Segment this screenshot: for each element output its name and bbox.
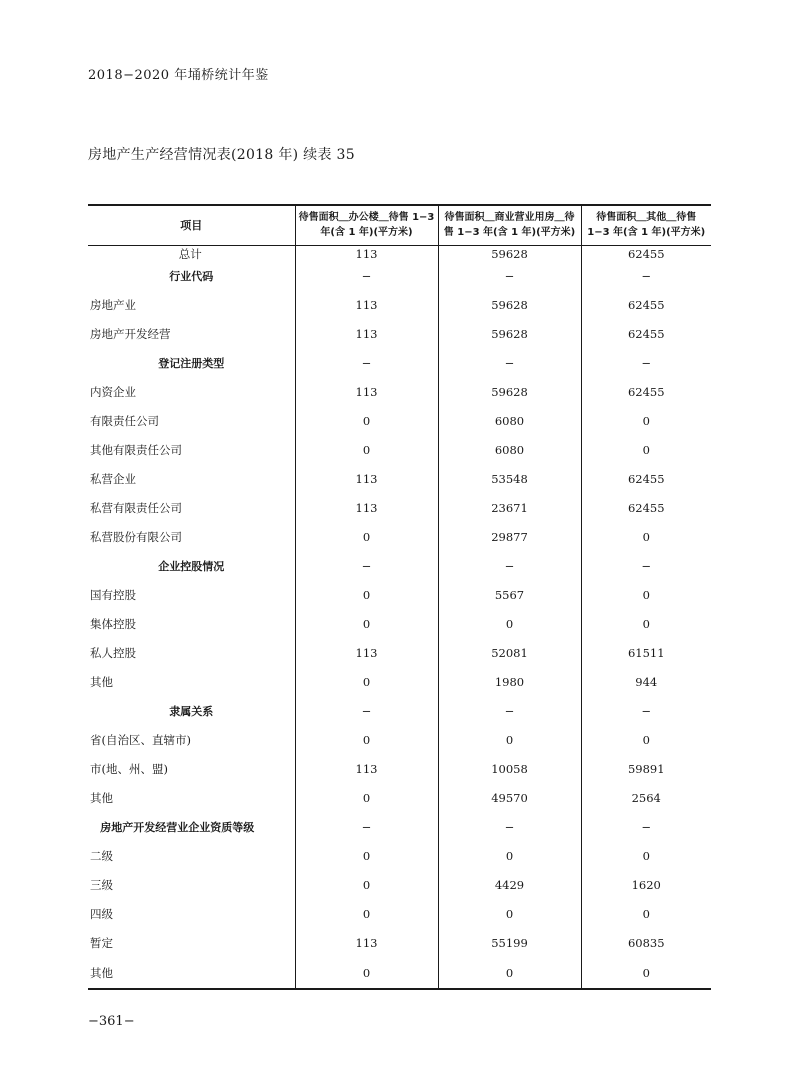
commercial-value: 4429 — [438, 871, 581, 900]
other-value: − — [581, 813, 711, 842]
row-label: 总计 — [178, 246, 202, 261]
row-label: 市(地、州、盟) — [90, 762, 168, 776]
commercial-value: 53548 — [438, 465, 581, 494]
other-value: 0 — [581, 581, 711, 610]
other-value: − — [581, 697, 711, 726]
commercial-value: − — [438, 262, 581, 291]
office-value: 0 — [295, 581, 438, 610]
other-value: − — [581, 349, 711, 378]
column-header-commercial: 待售面积＿商业营业用房＿待售 1−3 年(含 1 年)(平方米) — [438, 205, 581, 245]
table-row — [88, 610, 711, 639]
office-value: − — [295, 552, 438, 581]
section-label: 企业控股情况 — [158, 560, 225, 573]
office-value: − — [295, 813, 438, 842]
office-value: 0 — [295, 523, 438, 552]
table-row — [88, 378, 711, 407]
other-value: 62455 — [581, 465, 711, 494]
row-label: 国有控股 — [90, 588, 136, 602]
row-label: 私营股份有限公司 — [90, 530, 182, 544]
table-row — [88, 494, 711, 523]
other-value: 0 — [581, 900, 711, 929]
table-header-row — [88, 205, 711, 245]
commercial-value: 1980 — [438, 668, 581, 697]
office-value: 113 — [295, 291, 438, 320]
office-value: 113 — [295, 929, 438, 958]
other-value: 1620 — [581, 871, 711, 900]
office-value: 0 — [295, 842, 438, 871]
office-value: 113 — [295, 755, 438, 784]
other-value: 62455 — [581, 494, 711, 523]
office-value: 0 — [295, 668, 438, 697]
other-value: 0 — [581, 436, 711, 465]
table-row — [88, 668, 711, 697]
other-value: 0 — [581, 958, 711, 989]
commercial-value: 23671 — [438, 494, 581, 523]
commercial-value: 29877 — [438, 523, 581, 552]
commercial-value: − — [438, 697, 581, 726]
commercial-value: 0 — [438, 726, 581, 755]
commercial-value: 59628 — [438, 320, 581, 349]
commercial-value: 55199 — [438, 929, 581, 958]
other-value: 62455 — [581, 320, 711, 349]
section-label: 隶属关系 — [169, 705, 214, 718]
row-label: 其他有限责任公司 — [90, 443, 182, 457]
office-value: − — [295, 349, 438, 378]
table-row — [88, 407, 711, 436]
office-value: − — [295, 262, 438, 291]
commercial-value: 10058 — [438, 755, 581, 784]
page-number: −361− — [88, 1014, 135, 1029]
row-label: 省(自治区、直辖市) — [90, 733, 191, 747]
commercial-value: 49570 — [438, 784, 581, 813]
table-section-row — [88, 262, 711, 291]
office-value: 113 — [295, 639, 438, 668]
row-label: 其他 — [88, 958, 295, 989]
row-label: 私营有限责任公司 — [90, 501, 182, 515]
table-section-row — [88, 813, 711, 842]
other-value: 61511 — [581, 639, 711, 668]
table-row — [88, 523, 711, 552]
table-title: 房地产生产经营情况表(2018 年) 续表 35 — [88, 147, 355, 163]
column-header-office: 待售面积＿办公楼＿待售 1−3 年(含 1 年)(平方米) — [295, 205, 438, 245]
table-body — [88, 245, 711, 989]
other-value: − — [581, 552, 711, 581]
other-value: 0 — [581, 610, 711, 639]
table-row — [88, 320, 711, 349]
row-label: 二级 — [90, 849, 113, 863]
commercial-value: 0 — [438, 900, 581, 929]
office-value: 0 — [295, 436, 438, 465]
column-header-other: 待售面积＿其他＿待售 1−3 年(含 1 年)(平方米) — [581, 205, 711, 245]
table-row — [88, 958, 711, 989]
running-head: 2018−2020 年埇桥统计年鉴 — [88, 68, 269, 83]
table-section-row — [88, 349, 711, 378]
office-value: 113 — [295, 245, 438, 262]
office-value: 0 — [295, 407, 438, 436]
row-label: 三级 — [90, 878, 113, 892]
office-value: 0 — [295, 784, 438, 813]
table-row — [88, 436, 711, 465]
other-value: 59891 — [581, 755, 711, 784]
table-row — [88, 465, 711, 494]
other-value: − — [581, 262, 711, 291]
row-label: 房地产业 — [90, 298, 136, 312]
table-row — [88, 639, 711, 668]
table-row — [88, 726, 711, 755]
commercial-value: 0 — [438, 958, 581, 989]
commercial-value: 59628 — [438, 378, 581, 407]
commercial-value: 59628 — [438, 291, 581, 320]
column-header-item: 项目 — [88, 205, 295, 245]
other-value: 0 — [581, 407, 711, 436]
section-label: 登记注册类型 — [158, 357, 225, 370]
commercial-value: 6080 — [438, 407, 581, 436]
office-value: 0 — [295, 871, 438, 900]
office-value: 0 — [295, 726, 438, 755]
office-value: 113 — [295, 378, 438, 407]
table-section-row — [88, 697, 711, 726]
table-row — [88, 784, 711, 813]
table-row — [88, 842, 711, 871]
commercial-value: 5567 — [438, 581, 581, 610]
row-label: 有限责任公司 — [90, 414, 159, 428]
table-row — [88, 871, 711, 900]
other-value: 60835 — [581, 929, 711, 958]
row-label: 其他 — [90, 675, 113, 689]
table-row — [88, 755, 711, 784]
section-label: 行业代码 — [169, 270, 214, 283]
table-row — [88, 291, 711, 320]
row-label: 房地产开发经营 — [90, 327, 171, 341]
commercial-value: 0 — [438, 842, 581, 871]
section-label: 房地产开发经营业企业资质等级 — [100, 821, 255, 834]
row-label: 四级 — [90, 907, 113, 921]
row-label: 私营企业 — [90, 472, 136, 486]
other-value: 2564 — [581, 784, 711, 813]
office-value: − — [295, 697, 438, 726]
statistics-table — [88, 204, 711, 990]
row-label: 集体控股 — [90, 617, 136, 631]
table-row — [88, 245, 711, 262]
table-row — [88, 581, 711, 610]
commercial-value: − — [438, 813, 581, 842]
row-label: 内资企业 — [90, 385, 136, 399]
table-section-row — [88, 552, 711, 581]
commercial-value: 59628 — [438, 245, 581, 262]
office-value: 0 — [295, 958, 438, 989]
other-value: 62455 — [581, 291, 711, 320]
row-label: 私人控股 — [90, 646, 136, 660]
row-label: 其他 — [90, 791, 113, 805]
commercial-value: 52081 — [438, 639, 581, 668]
table-row — [88, 929, 711, 958]
office-value: 0 — [295, 610, 438, 639]
office-value: 113 — [295, 320, 438, 349]
office-value: 113 — [295, 494, 438, 523]
other-value: 62455 — [581, 378, 711, 407]
commercial-value: − — [438, 349, 581, 378]
other-value: 0 — [581, 726, 711, 755]
commercial-value: − — [438, 552, 581, 581]
other-value: 62455 — [581, 245, 711, 262]
other-value: 0 — [581, 842, 711, 871]
row-label: 暂定 — [90, 936, 113, 950]
table-row — [88, 900, 711, 929]
commercial-value: 0 — [438, 610, 581, 639]
office-value: 113 — [295, 465, 438, 494]
commercial-value: 6080 — [438, 436, 581, 465]
other-value: 944 — [581, 668, 711, 697]
office-value: 0 — [295, 900, 438, 929]
statistics-table-container — [88, 204, 711, 990]
other-value: 0 — [581, 523, 711, 552]
